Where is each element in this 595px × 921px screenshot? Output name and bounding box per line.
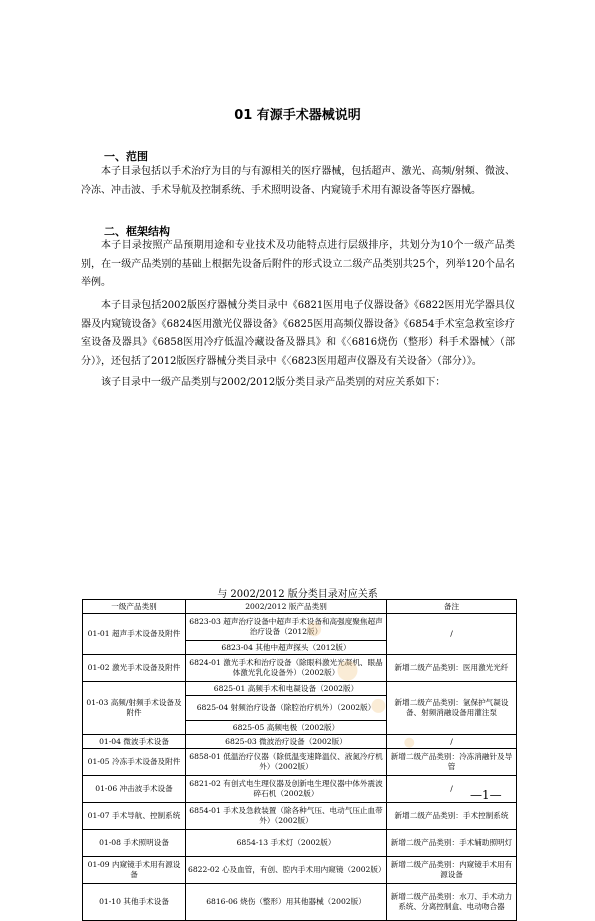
table-cell-note: 新增二级产品类别：水刀、手术动力系统、分离控制盒、电动吻合器 xyxy=(387,884,517,921)
table-cell-category: 01-10 其他手术设备 xyxy=(83,884,186,921)
paragraph-structure-1: 本子目录按照产品预期用途和专业技术及功能特点进行层级排序，共划分为10个一级产品类别，在一级产品类别的基础上根据先设备后附件的形式设立二级产品类别共25个，列举120个品名举例。 xyxy=(81,240,515,289)
table-header-cell: 2002/2012 版产品类别 xyxy=(186,600,387,614)
table-row xyxy=(83,830,517,857)
table-cell-legacy-category: 6824-01 激光手术和治疗设备（除眼科激光光凝机、眼晶体激光乳化设备外）（2002版） xyxy=(186,655,387,682)
table-row xyxy=(83,857,517,884)
table-cell-note: 新增二级产品类别：医用激光光纤 xyxy=(387,655,517,682)
table-cell-legacy-category: 6858-01 低温治疗仪器（除低温变速降温仪、液氮冷疗机外）（2002版） xyxy=(186,749,387,776)
table-cell-category: 01-06 冲击波手术设备 xyxy=(83,776,186,803)
table-cell-legacy-category: 6854-01 手术及急救装置（除各种气压、电动气压止血带外）（2002版） xyxy=(186,803,387,830)
table-cell-legacy-category: 6825-01 高频手术和电凝设备（2002版） xyxy=(186,682,387,696)
page-title: 01 有源手术器械说明 xyxy=(234,108,361,123)
table-cell-note: 新增二级产品类别：手术辅助照明灯 xyxy=(387,830,517,857)
table-cell-category: 01-01 超声手术设备及附件 xyxy=(83,614,186,655)
table-cell-note: / xyxy=(387,735,517,749)
table-row xyxy=(83,776,517,803)
table-cell-note: / xyxy=(387,614,517,655)
table-cell-note: 新增二级产品类别：内窥镜手术用有源设备 xyxy=(387,857,517,884)
table-cell-category: 01-08 手术照明设备 xyxy=(83,830,186,857)
watermark-dot xyxy=(333,656,361,684)
table-cell-legacy-category: 6821-02 有创式电生理仪器及创新电生理仪器中体外震波碎石机（2002版） xyxy=(186,776,387,803)
table-cell-category: 01-03 高频/射频手术设备及附件 xyxy=(83,682,186,735)
table-header-cell: 备注 xyxy=(387,600,517,614)
section-heading-scope: 一、范围 xyxy=(104,150,148,163)
table-caption: 与 2002/2012 版分类目录对应关系 xyxy=(217,589,378,600)
table-cell-legacy-category: 6825-04 射频治疗设备（除腔治疗机外）（2002版） xyxy=(186,696,387,721)
table-cell-legacy-category: 6825-05 高频电极（2002版） xyxy=(186,721,387,735)
paragraph-scope: 本子目录包括以手术治疗为目的与有源相关的医疗器械，包括超声、激光、高频/射频、微波、冷冻、冲击波、手术导航及控制系统、手术照明设备、内窥镜手术用有源设备等医疗器械。 xyxy=(81,166,515,196)
table-cell-category: 01-09 内窥镜手术用有源设备 xyxy=(83,857,186,884)
table-cell-note: / xyxy=(387,776,517,803)
table-cell-legacy-category: 6823-04 其他中超声探头（2012版） xyxy=(186,641,387,655)
page-number: —1— xyxy=(470,788,502,802)
table-row xyxy=(83,884,517,921)
section-heading-structure: 二、框架结构 xyxy=(104,225,170,238)
table-cell-note: 新增二级产品类别：氩保护气凝设备、射频消融设备用灌注泵 xyxy=(387,682,517,735)
table-cell-legacy-category: 6854-13 手术灯（2002版） xyxy=(186,830,387,857)
table-cell-legacy-category: 6823-03 超声治疗设备中超声手术设备和高强度聚焦超声治疗设备（2012版） xyxy=(186,614,387,641)
table-header-row xyxy=(83,600,517,614)
table-cell-category: 01-04 微波手术设备 xyxy=(83,735,186,749)
table-cell-note: 新增二级产品类别：手术控制系统 xyxy=(387,803,517,830)
table-row xyxy=(83,803,517,830)
paragraph-structure-3: 该子目录中一级产品类别与2002/2012版分类目录产品类别的对应关系如下： xyxy=(101,377,446,388)
table-cell-note: 新增二级产品类别：冷冻消融针及导管 xyxy=(387,749,517,776)
table-cell-legacy-category: 6825-03 微波治疗设备（2002版） xyxy=(186,735,387,749)
table-cell-legacy-category: 6822-02 心及血管，有创、腔内手术用内窥镜（2002版） xyxy=(186,857,387,884)
paragraph-structure-2: 本子目录包括2002版医疗器械分类目录中《6821医用电子仪器设备》《6822医用光学器具仪器及内窥镜设备》《6824医用激光仪器设备》《6825医用高频仪器设备》《6854手术室急救室诊疗室设备及器具》《6858医用冷疗低温冷藏设备及器具》和《〈6816烧伤（整形）科手术器械〉（部分）》，还包括了2012版医疗器械分类目录中《〈6823医用超声仪器及有关设备〉（部分）》。 xyxy=(81,300,515,367)
table-cell-category: 01-05 冷冻手术设备及附件 xyxy=(83,749,186,776)
table-cell-legacy-category: 6816-06 烧伤（整形）用其他器械（2002版） xyxy=(186,884,387,921)
watermark-dot xyxy=(369,696,389,716)
watermark-dot xyxy=(304,619,324,639)
table-cell-category: 01-07 手术导航、控制系统 xyxy=(83,803,186,830)
table-cell-category: 01-02 激光手术设备及附件 xyxy=(83,655,186,682)
table-header-cell: 一级产品类别 xyxy=(83,600,186,614)
watermark-dot xyxy=(402,736,416,750)
